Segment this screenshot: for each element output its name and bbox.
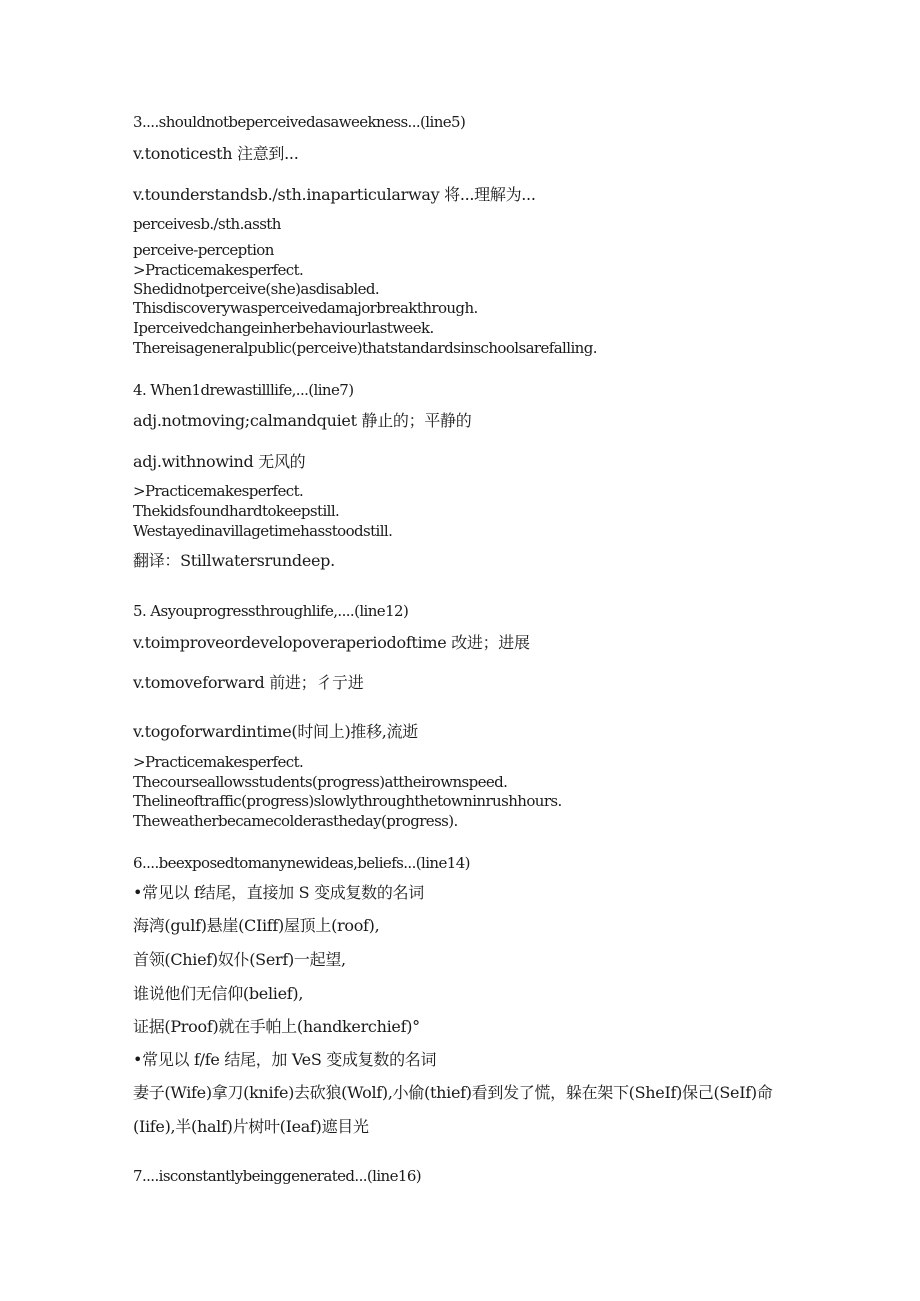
s4-practice-heading: >Practicemakesperfect. [133, 482, 304, 500]
s3-example-1: Shedidnotperceive(she)asdisabled. [133, 280, 380, 298]
s3-example-4: Thereisageneralpublic(perceive)thatstandardsinschoolsarefalling. [133, 339, 597, 357]
s5-practice-heading: >Practicemakesperfect. [133, 753, 304, 771]
s6-rule-2: •常见以 f/fe 结尾，加 VeS 变成复数的名词 [133, 1050, 437, 1069]
s6-rule-2-line-1: 妻子(Wife)拿刀(knife)去砍狼(Wolf),小偷(thief)看到发了慌，躲在架下(SheIf)保己(SeIf)命 [133, 1083, 773, 1102]
s5-definition-2: v.tomoveforward 前进；彳亍进 [133, 673, 364, 692]
s6-rule-1: •常见以 f结尾，直接加 S 变成复数的名词 [133, 883, 424, 902]
s6-rule-2-line-2: (Iife),半(half)片树叶(Ieaf)遮目光 [133, 1117, 369, 1136]
s3-example-2: Thisdiscoverywasperceivedamajorbreakthrough. [133, 299, 478, 317]
s5-definition-1: v.toimproveordevelopoveraperiodoftime 改进；进展 [133, 633, 530, 652]
s5-example-1: Thecourseallowsstudents(progress)attheirownspeed. [133, 773, 508, 791]
s4-translation: 翻译：Stillwatersrundeep. [133, 551, 335, 570]
section-6-title: 6....beexposedtomanynewideas,beliefs...(line14) [133, 854, 470, 872]
s5-definition-3: v.togoforwardintime(时间上)推移,流逝 [133, 722, 418, 741]
s4-example-2: Westayedinavillagetimehasstoodstill. [133, 522, 393, 540]
s3-definition-2: v.tounderstandsb./sth.inaparticularway 将...理解为... [133, 185, 536, 204]
s3-word-form: perceive-perception [133, 241, 274, 259]
s6-rule-1-line-3: 谁说他们无信仰(belief), [133, 984, 304, 1003]
section-4-title: 4. When1drewastilllife,...(line7) [133, 381, 354, 399]
s6-rule-1-line-2: 首领(Chief)奴仆(Serf)一起望, [133, 950, 346, 969]
section-5-title: 5. Asyouprogressthroughlife,....(line12) [133, 602, 409, 620]
s5-example-2: Thelineoftraffic(progress)slowlythroughthetowninrushhours. [133, 792, 562, 810]
s6-rule-1-line-4: 证据(Proof)就在手帕上(handkerchief)° [133, 1017, 420, 1036]
s4-definition-2: adj.withnowind 无风的 [133, 452, 306, 471]
s3-practice-heading: >Practicemakesperfect. [133, 261, 304, 279]
s3-pattern: perceivesb./sth.assth [133, 215, 281, 233]
s3-definition-1: v.tonoticesth 注意到... [133, 144, 299, 163]
s3-example-3: Iperceivedchangeinherbehaviourlastweek. [133, 319, 434, 337]
s4-example-1: Thekidsfoundhardtokeepstill. [133, 502, 340, 520]
s4-definition-1: adj.notmoving;calmandquiet 静止的；平静的 [133, 411, 472, 430]
s5-example-3: Theweatherbecamecolderastheday(progress). [133, 812, 458, 830]
section-3-title: 3....shouldnotbeperceivedasaweekness...(line5) [133, 113, 466, 131]
s6-rule-1-line-1: 海湾(gulf)悬崖(CIiff)屋顶上(roof), [133, 916, 380, 935]
section-7-title: 7....isconstantlybeinggenerated...(line16) [133, 1167, 422, 1185]
